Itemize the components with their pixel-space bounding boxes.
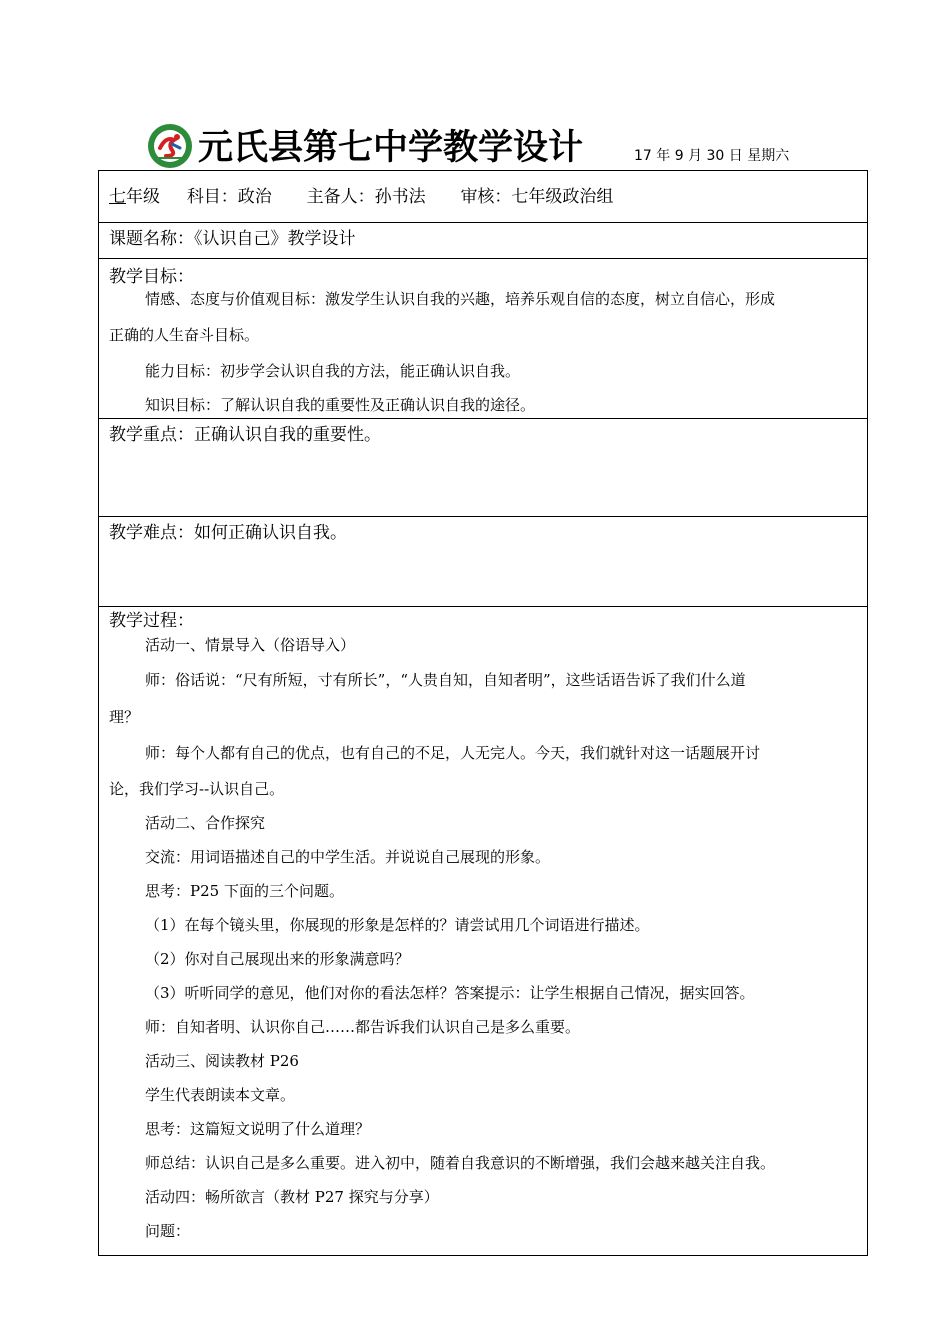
objectives-row — [99, 259, 867, 419]
document-header — [146, 122, 846, 170]
grade-first-char: 七 — [109, 187, 126, 207]
process-line: （2）你对自己展现出来的形象满意吗？ — [145, 950, 410, 968]
process-line: 活动二、合作探究 — [145, 814, 266, 832]
process-line: 论，我们学习--认识自己。 — [109, 780, 285, 798]
process-line: 问题： — [145, 1222, 191, 1240]
reviewer-text: 审核：七年级政治组 — [460, 187, 614, 207]
process-line: 思考：这篇短文说明了什么道理？ — [145, 1120, 371, 1138]
key-point-row — [99, 419, 867, 517]
school-title: 元氏县第七中学教学设计 — [198, 128, 584, 168]
objective-line: 正确的人生奋斗目标。 — [109, 326, 260, 344]
objectives-label: 教学目标： — [109, 267, 194, 287]
key-point-text — [109, 425, 381, 445]
process-line: 理？ — [109, 708, 140, 726]
process-label: 教学过程： — [109, 611, 194, 631]
lesson-plan-table — [98, 170, 868, 1256]
topic-row — [99, 223, 867, 259]
topic-text: 课题名称：《认识自己》教学设计 — [109, 229, 356, 249]
process-line: 学生代表朗读本文章。 — [145, 1086, 296, 1104]
date-text: 17 年 9 月 30 日 星期六 — [634, 148, 790, 164]
process-line: 活动四：畅所欲言（教材 P27 探究与分享） — [145, 1188, 439, 1206]
process-line: 师总结：认识自己是多么重要。进入初中，随着自我意识的不断增强，我们会越来越关注自我。 — [145, 1154, 776, 1172]
difficulty-row — [99, 517, 867, 607]
process-line: 交流：用词语描述自己的中学生活。并说说自己展现的形象。 — [145, 848, 551, 866]
process-line: 师：俗话说：“尺有所短，寸有所长”，“人贵自知，自知者明”，这些话语告诉了我们什么道 — [145, 671, 746, 689]
process-line: （1）在每个镜头里，你展现的形象是怎样的？请尝试用几个词语进行描述。 — [145, 916, 650, 934]
difficulty-content: 教学难点：如何正确认识自我。 — [109, 523, 347, 543]
meta-row — [99, 171, 867, 223]
process-line: 活动三、阅读教材 P26 — [145, 1052, 299, 1070]
process-line: 师：自知者明、认识你自己……都告诉我们认识自己是多么重要。 — [145, 1018, 581, 1036]
preparer-text: 主备人：孙书法 — [306, 187, 426, 207]
subject-text: 科目：政治 — [186, 187, 272, 207]
grade-rest: 年级 — [126, 187, 160, 207]
process-line: 师：每个人都有自己的优点，也有自己的不足，人无完人。今天，我们就针对这一话题展开讨 — [145, 744, 761, 762]
key-point-content: 教学重点：正确认识自我的重要性。 — [109, 425, 381, 445]
meta-info — [109, 187, 613, 207]
objective-line: 情感、态度与价值观目标：激发学生认识自我的兴趣，培养乐观自信的态度，树立自信心，形成 — [145, 290, 776, 308]
process-line: 活动一、情景导入（俗语导入） — [145, 636, 356, 654]
objective-line: 能力目标：初步学会认识自我的方法，能正确认识自我。 — [145, 362, 521, 380]
objective-line: 知识目标：了解认识自我的重要性及正确认识自我的途径。 — [145, 396, 536, 414]
school-emblem-icon — [146, 122, 194, 170]
process-line: 思考：P25 下面的三个问题。 — [145, 882, 344, 900]
difficulty-text — [109, 523, 347, 543]
process-row — [99, 607, 867, 1255]
process-line: （3）听听同学的意见，他们对你的看法怎样？答案提示：让学生根据自己情况，据实回答。 — [145, 984, 755, 1002]
